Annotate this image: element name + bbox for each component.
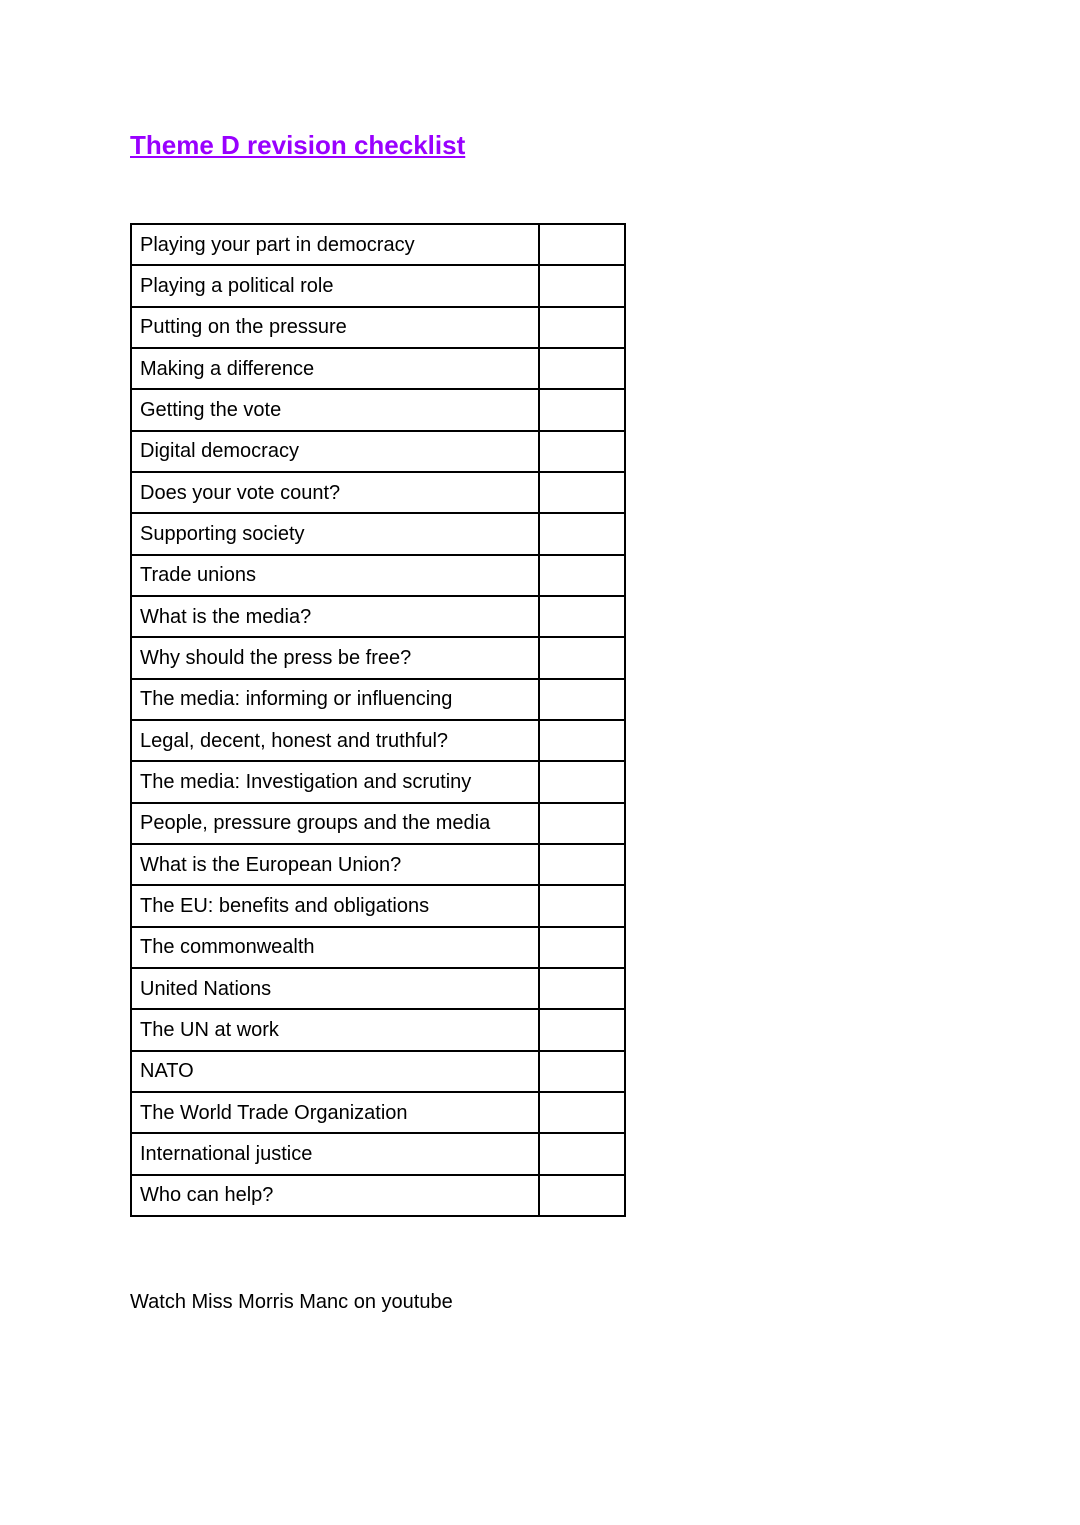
topic-cell: NATO — [131, 1051, 539, 1092]
topic-cell: International justice — [131, 1133, 539, 1174]
check-cell[interactable] — [539, 348, 625, 389]
check-cell[interactable] — [539, 679, 625, 720]
topic-cell: The media: informing or influencing — [131, 679, 539, 720]
checklist-row — [131, 265, 625, 306]
check-cell[interactable] — [539, 513, 625, 554]
topic-cell: The EU: benefits and obligations — [131, 885, 539, 926]
check-cell[interactable] — [539, 431, 625, 472]
topic-cell: People, pressure groups and the media — [131, 803, 539, 844]
footer-note: Watch Miss Morris Manc on youtube — [130, 1291, 453, 1313]
check-cell[interactable] — [539, 265, 625, 306]
check-cell[interactable] — [539, 224, 625, 265]
checklist-row — [131, 596, 625, 637]
checklist-row — [131, 307, 625, 348]
check-cell[interactable] — [539, 389, 625, 430]
checklist-row — [131, 224, 625, 265]
check-cell[interactable] — [539, 803, 625, 844]
checklist-row — [131, 720, 625, 761]
topic-cell: Who can help? — [131, 1175, 539, 1216]
topic-cell: What is the media? — [131, 596, 539, 637]
check-cell[interactable] — [539, 844, 625, 885]
topic-cell: Playing a political role — [131, 265, 539, 306]
checklist-row — [131, 679, 625, 720]
checklist-row — [131, 844, 625, 885]
check-cell[interactable] — [539, 637, 625, 678]
checklist-row — [131, 968, 625, 1009]
checklist-row — [131, 1175, 625, 1216]
checklist-row — [131, 1133, 625, 1174]
check-cell[interactable] — [539, 968, 625, 1009]
topic-cell: The UN at work — [131, 1009, 539, 1050]
check-cell[interactable] — [539, 307, 625, 348]
topic-cell: Digital democracy — [131, 431, 539, 472]
topic-cell: Making a difference — [131, 348, 539, 389]
check-cell[interactable] — [539, 720, 625, 761]
topic-cell: Supporting society — [131, 513, 539, 554]
check-cell[interactable] — [539, 596, 625, 637]
checklist-row — [131, 513, 625, 554]
checklist-row — [131, 885, 625, 926]
topic-cell: Does your vote count? — [131, 472, 539, 513]
checklist-row — [131, 348, 625, 389]
checklist-row — [131, 803, 625, 844]
check-cell[interactable] — [539, 927, 625, 968]
topic-cell: The World Trade Organization — [131, 1092, 539, 1133]
topic-cell: Putting on the pressure — [131, 307, 539, 348]
checklist-row — [131, 1051, 625, 1092]
checklist-row — [131, 472, 625, 513]
checklist-row — [131, 555, 625, 596]
topic-cell: The media: Investigation and scrutiny — [131, 761, 539, 802]
topic-cell: Trade unions — [131, 555, 539, 596]
topic-cell: Playing your part in democracy — [131, 224, 539, 265]
check-cell[interactable] — [539, 761, 625, 802]
checklist-row — [131, 637, 625, 678]
check-cell[interactable] — [539, 885, 625, 926]
topic-cell: United Nations — [131, 968, 539, 1009]
topic-cell: Why should the press be free? — [131, 637, 539, 678]
checklist-row — [131, 1009, 625, 1050]
checklist-row — [131, 389, 625, 430]
checklist-row — [131, 431, 625, 472]
check-cell[interactable] — [539, 1133, 625, 1174]
checklist-row — [131, 927, 625, 968]
page-title[interactable]: Theme D revision checklist — [130, 130, 466, 160]
check-cell[interactable] — [539, 555, 625, 596]
check-cell[interactable] — [539, 1092, 625, 1133]
revision-checklist-table — [130, 223, 626, 1217]
checklist-row — [131, 761, 625, 802]
check-cell[interactable] — [539, 1051, 625, 1092]
topic-cell: What is the European Union? — [131, 844, 539, 885]
check-cell[interactable] — [539, 472, 625, 513]
checklist-row — [131, 1092, 625, 1133]
topic-cell: Getting the vote — [131, 389, 539, 430]
check-cell[interactable] — [539, 1175, 625, 1216]
topic-cell: The commonwealth — [131, 927, 539, 968]
topic-cell: Legal, decent, honest and truthful? — [131, 720, 539, 761]
check-cell[interactable] — [539, 1009, 625, 1050]
